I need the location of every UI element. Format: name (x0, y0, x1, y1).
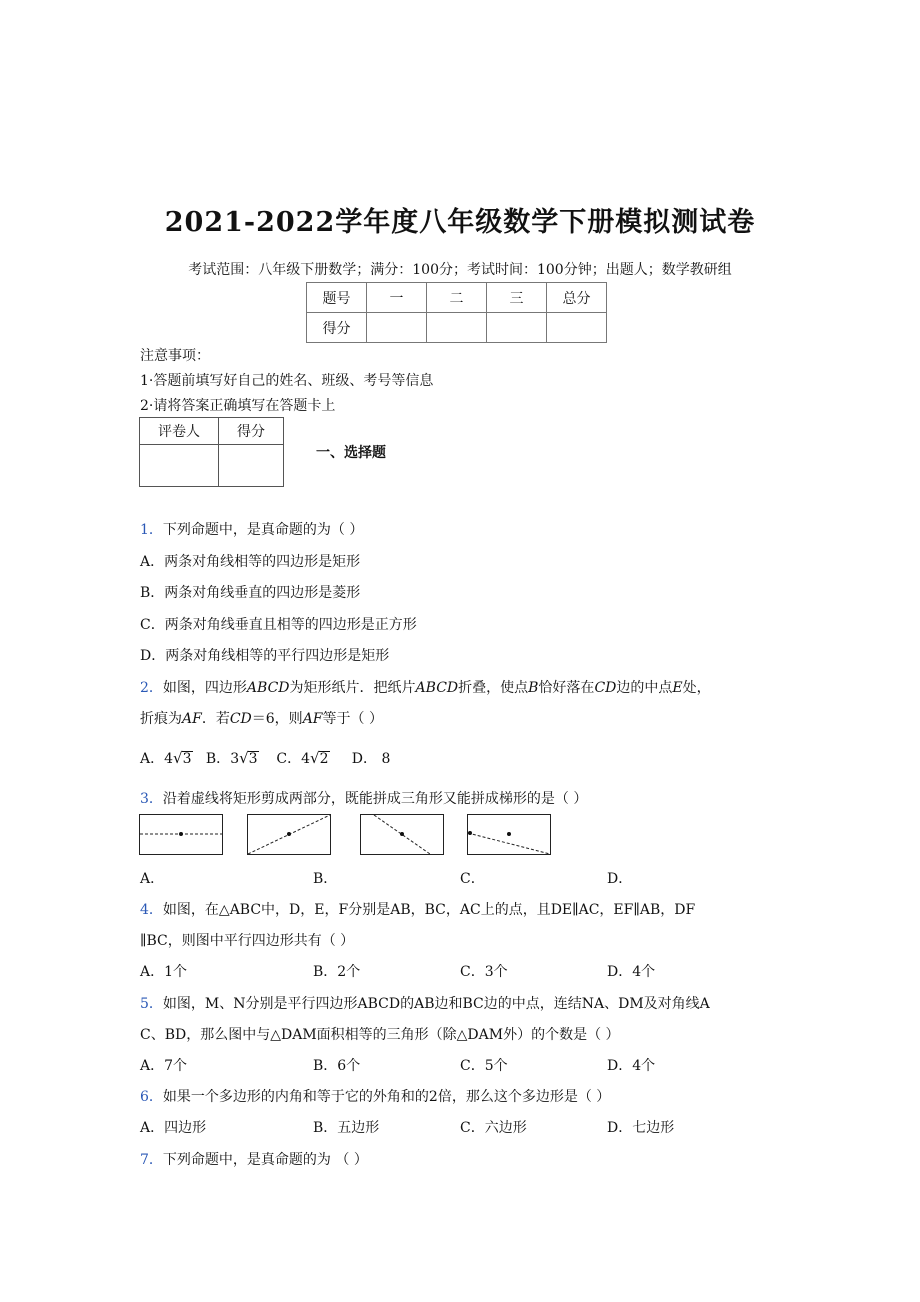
option-d: D．4个 (607, 1058, 656, 1074)
question-2 (140, 677, 711, 697)
option-a: A．四边形 (140, 1120, 207, 1136)
option-label: A． (140, 751, 165, 767)
option-b: B．两条对角线垂直的四边形是菱形 (140, 585, 361, 601)
question-7 (140, 1149, 368, 1169)
option-a: A．两条对角线相等的四边形是矩形 (140, 554, 361, 570)
notes-heading: 注意事项： (140, 348, 210, 364)
score-cell (487, 313, 547, 343)
question-number: 1． (140, 522, 163, 538)
option-b (206, 751, 259, 767)
option-b: B． (313, 871, 338, 887)
question-stem: 下列命题中，是真命题的为（ ） (162, 522, 364, 538)
option-value: 8 (381, 751, 391, 767)
notes-item: 2·请将答案正确填写在答题卡上 (140, 398, 336, 414)
question-6 (140, 1086, 610, 1106)
score-row-label: 得分 (307, 313, 367, 343)
stem-text: 折痕为 (140, 711, 182, 727)
question-1 (140, 519, 363, 539)
figure-c (360, 814, 444, 855)
question-number: 7． (140, 1152, 163, 1168)
score-header-cell: 一 (367, 283, 427, 313)
option-d (352, 751, 391, 767)
sqrt-icon: √ (173, 749, 183, 767)
option-c (276, 751, 329, 767)
question-3 (140, 788, 587, 808)
option-b: B．6个 (313, 1058, 361, 1074)
notes-item: 1·答题前填写好自己的姓名、班级、考号等信息 (140, 373, 434, 389)
stem-math: E (672, 680, 683, 696)
stem-math: B (528, 680, 539, 696)
option-d: D．两条对角线相等的平行四边形是矩形 (140, 648, 390, 664)
option-label: D． (351, 751, 378, 767)
option-coef: 3 (230, 751, 240, 767)
option-b: B．2个 (313, 964, 361, 980)
option-a: A．7个 (140, 1058, 188, 1074)
score-header-cell: 题号 (307, 283, 367, 313)
stem-math: CD (594, 680, 617, 696)
grader-cell (140, 445, 219, 487)
figure-d (467, 814, 551, 855)
figure-a (139, 814, 223, 855)
option-label: B． (205, 751, 231, 767)
option-a: A． (140, 871, 165, 887)
option-c: C．两条对角线垂直且相等的四边形是正方形 (140, 617, 417, 633)
question-number: 2． (140, 680, 163, 696)
option-coef: 4 (164, 751, 174, 767)
score-header-cell: 三 (487, 283, 547, 313)
question-number: 3． (140, 791, 163, 807)
score-header-cell: 总分 (547, 283, 607, 313)
radicand: 3 (248, 751, 258, 767)
stem-text: 为矩形纸片．把纸片 (289, 680, 416, 696)
question-number: 6． (140, 1089, 163, 1105)
stem-text: ＝6，则 (251, 711, 303, 727)
option-a (140, 751, 193, 767)
exam-info: 考试范围：八年级下册数学；满分：100分；考试时间：100分钟；出题人；数学教研组 (188, 262, 732, 278)
stem-text: 恰好落在 (538, 680, 595, 696)
option-c: C．5个 (460, 1058, 508, 1074)
radicand: 2 (319, 751, 329, 767)
question-stem: 下列命题中，是真命题的为 （ ） (162, 1152, 368, 1168)
stem-text: 处， (682, 680, 711, 696)
sqrt-icon: √ (239, 749, 249, 767)
section-title-choice: 一、选择题 (316, 445, 386, 461)
grader-header: 评卷人 (140, 418, 219, 445)
stem-math: AF (182, 711, 202, 727)
grader-table (139, 417, 284, 487)
question-stem: 如果一个多边形的内角和等于它的外角和的2倍，那么这个多边形是（ ） (162, 1089, 611, 1105)
question-number: 4． (140, 902, 163, 918)
question-stem: 沿着虚线将矩形剪成两部分，既能拼成三角形又能拼成梯形的是（ ） (162, 791, 588, 807)
sqrt-icon: √ (310, 749, 320, 767)
option-d: D．4个 (607, 964, 656, 980)
stem-text: ．若 (201, 711, 230, 727)
score-header-cell: 二 (427, 283, 487, 313)
option-coef: 4 (301, 751, 311, 767)
stem-text: 如图，四边形 (162, 680, 247, 696)
question-stem: 如图，M、N分别是平行四边形ABCD的AB边和BC边的中点，连结NA、DM及对角线A (162, 996, 710, 1012)
question-5 (140, 993, 710, 1013)
figure-b (247, 814, 331, 855)
option-a: A．1个 (140, 964, 188, 980)
score-cell (547, 313, 607, 343)
question-2-options (140, 748, 390, 768)
question-4 (140, 899, 695, 919)
score-cell (427, 313, 487, 343)
exam-title: 2021-2022学年度八年级数学下册模拟测试卷 (164, 207, 756, 238)
option-c: C．六边形 (460, 1120, 527, 1136)
notes (140, 344, 433, 419)
stem-math: ABCD (246, 680, 290, 696)
score-table-score-row (307, 313, 607, 343)
stem-math: CD (229, 711, 252, 727)
score-table-header-row (307, 283, 607, 313)
grader-score-header: 得分 (219, 418, 284, 445)
question-5-line2: C、BD，那么图中与△DAM面积相等的三角形（除△DAM外）的个数是（ ） (140, 1027, 620, 1043)
option-c: C． (460, 871, 485, 887)
score-table (306, 282, 607, 343)
stem-math: AF (302, 711, 323, 727)
option-b: B．五边形 (313, 1120, 380, 1136)
option-c: C．3个 (460, 964, 508, 980)
question-4-line2: ∥BC，则图中平行四边形共有（ ） (140, 933, 355, 949)
question-2-line2 (140, 708, 383, 728)
grader-score-cell (219, 445, 284, 487)
stem-text: 折叠，使点 (458, 680, 529, 696)
option-d: D．七边形 (607, 1120, 675, 1136)
radicand: 3 (182, 751, 192, 767)
option-d: D． (607, 871, 633, 887)
stem-text: 边的中点 (616, 680, 673, 696)
question-stem: 如图，在△ABC中，D，E，F分别是AB，BC，AC上的点，且DE∥AC，EF∥AB，DF (162, 902, 696, 918)
stem-math: ABCD (415, 680, 459, 696)
stem-text: 等于（ ） (322, 711, 383, 727)
score-cell (367, 313, 427, 343)
option-label: C． (276, 751, 302, 767)
question-number: 5． (140, 996, 163, 1012)
